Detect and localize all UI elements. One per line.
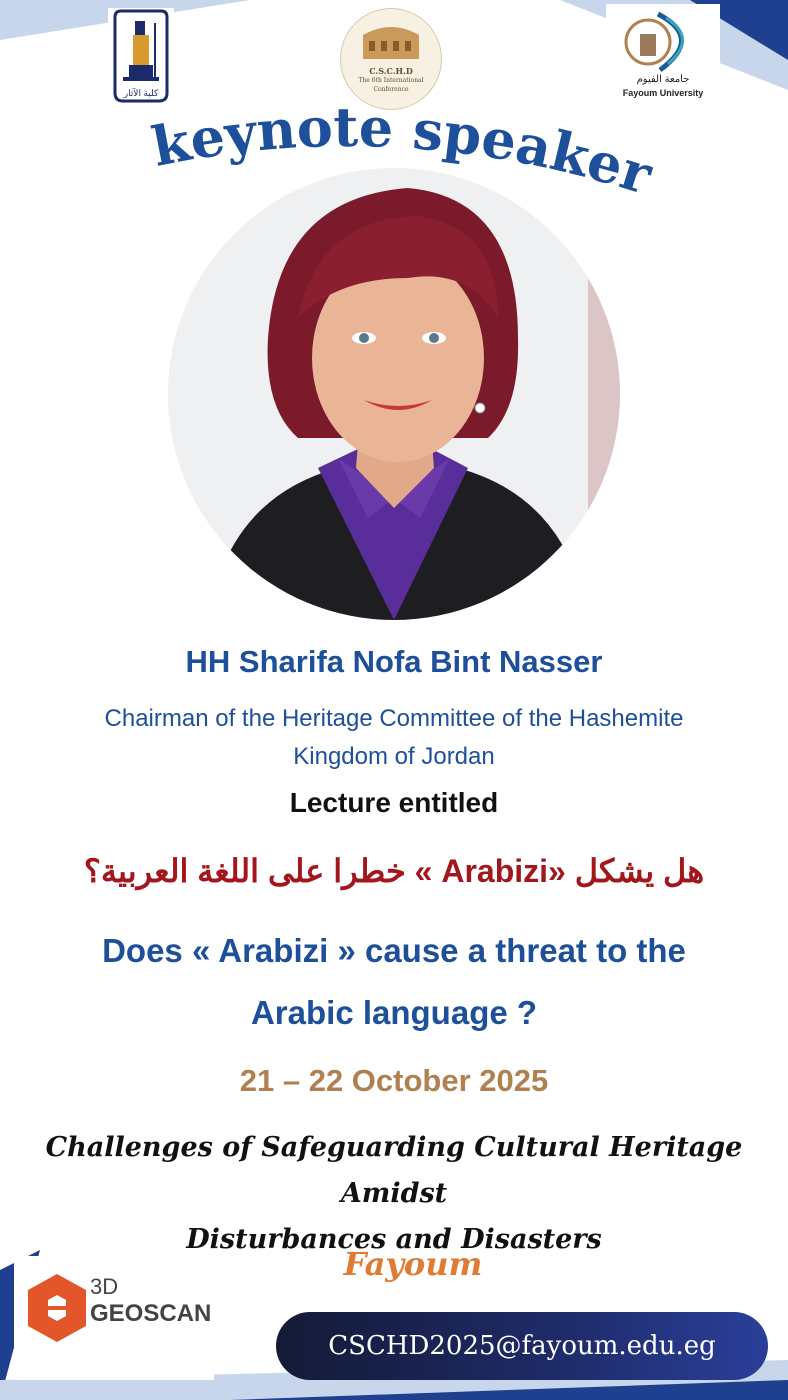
conference-logo-line: Conference <box>373 86 409 93</box>
keynote-headline <box>120 100 680 210</box>
event-dates: 21 – 22 October 2025 <box>239 1063 549 1098</box>
lecture-title-arabic: هل يشكل «Arabizi » خطرا على اللغة العربية؟ <box>83 853 705 889</box>
conference-title-line: Challenges of Safeguarding Cultural Heritage Amidst <box>45 1132 743 1209</box>
svg-text:keynote speaker <box>147 100 660 207</box>
conference-title-line: Disturbances and Disasters <box>186 1224 602 1255</box>
university-logo-label: Fayoum University <box>622 88 704 98</box>
geoscan-prefix: 3D <box>90 1274 119 1299</box>
event-place: Fayoum <box>343 1245 483 1283</box>
contact-email[interactable]: CSCHD2025@fayoum.edu.eg <box>276 1312 768 1380</box>
conference-logo <box>340 8 442 110</box>
geoscan-name: GEOSCAN <box>90 1300 212 1327</box>
university-logo-arabic: جامعة الفيوم <box>636 74 690 85</box>
speaker-role-line: Kingdom of Jordan <box>293 743 495 770</box>
faculty-logo-label: كلية الآثار <box>123 88 159 98</box>
lecture-title-english <box>40 920 748 1044</box>
headline-text: keynote speaker <box>146 100 660 207</box>
faculty-logo <box>108 8 174 106</box>
speaker-role-line: Chairman of the Heritage Committee of the Hashemite <box>104 705 684 732</box>
lecture-title-line: Does « Arabizi » cause a threat to the <box>102 932 686 969</box>
conference-logo-line: The 6th International <box>358 77 424 84</box>
conference-logo-acronym: C.S.C.H.D <box>369 66 413 76</box>
lecture-title-line: Arabic language ? <box>250 994 538 1031</box>
speaker-photo <box>168 168 620 620</box>
conference-title <box>20 1125 768 1263</box>
speaker-name: HH Sharifa Nofa Bint Nasser <box>185 644 603 679</box>
lecture-label: Lecture entitled <box>289 787 499 818</box>
geoscan-logo <box>14 1256 214 1380</box>
university-logo <box>606 4 720 102</box>
speaker-role <box>20 700 768 776</box>
